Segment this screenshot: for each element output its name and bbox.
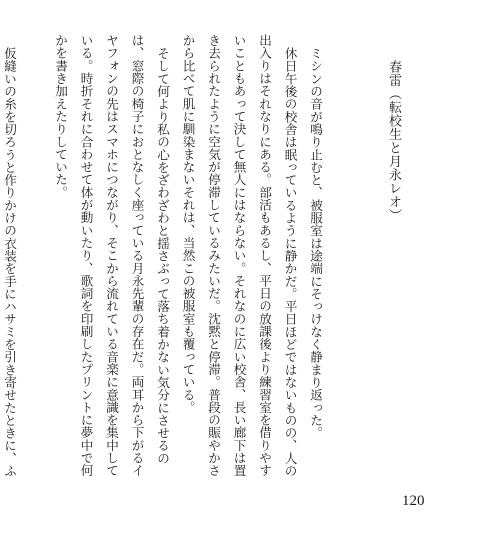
paragraph: そして何より私の心をざわざわと揺さぶって落ち着かない気分にさせるのは、窓際の椅子におとなしく座っている月永先輩の存在だ。両耳から下がるイヤフォンの先はスマホにつながり、そこから流れている音楽に意識を集中している。時折それに合わせて体が動いたり、歌詞を印刷したプリントに夢中で何かを書き加えたりしていた。 bbox=[53, 34, 170, 477]
paragraph: ミシンの音が鳴り止むと、被服室は途端にそっけなく静まり返った。 bbox=[308, 46, 323, 439]
body-text bbox=[2, 34, 328, 489]
paragraph: 休日午後の校舎は眠っているように静かだ。平日ほどではないものの、人の出入りはそれなりにある。部活もあるし、平日の放課後より練習室を借りやすいこともあって決して無人にはならない。それなのに広い校舎、長い廊下は置き去られたように空気が停滞しているみたいだ。沈黙と停滞。普段の賑やかさから比べて肌に馴染まないそれは、当然この被服室も覆っている。 bbox=[180, 34, 298, 477]
paragraph: 仮縫いの糸を切ろうと作りかけの衣装を手にハサミを引き寄せたときに、ふ bbox=[2, 46, 17, 477]
chapter-title: 春雷（転校生と月永レオ） bbox=[386, 60, 401, 222]
page-number: 120 bbox=[402, 493, 425, 509]
